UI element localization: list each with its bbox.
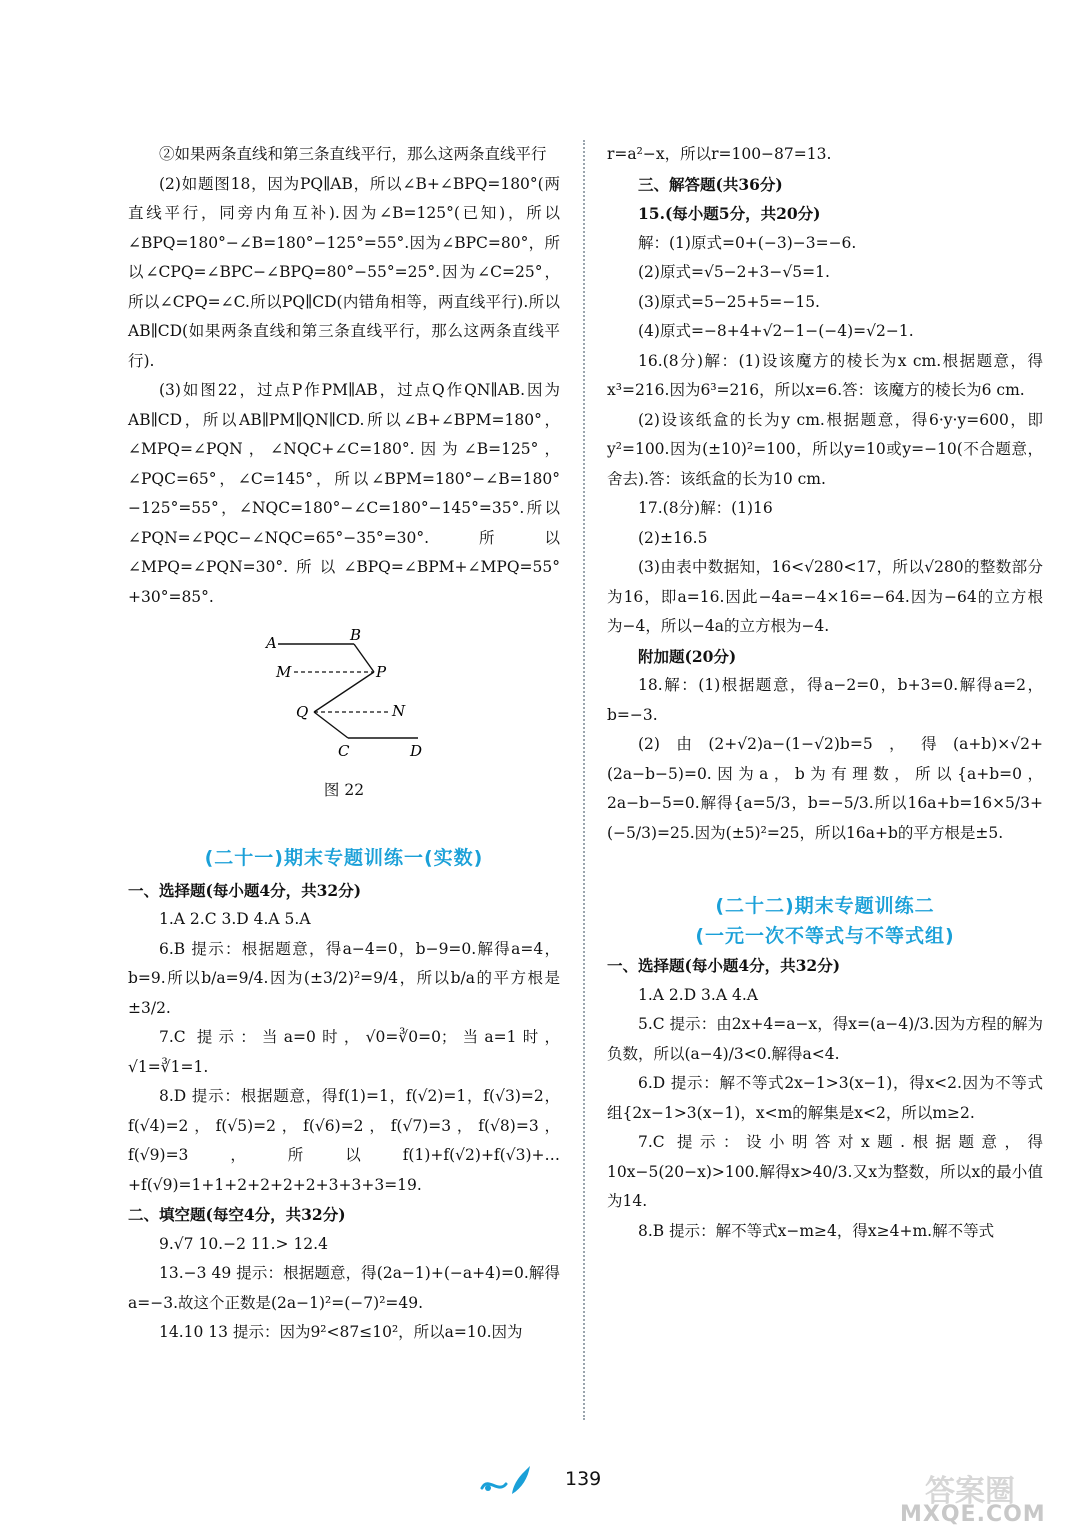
answer-line: (2)设该纸盒的长为y cm.根据题意，得6·y·y=600，即y²=100.因为(±10)²=100，所以y=10或y=−10(不合题意，舍去).答：该纸盒的长为10 cm. [607,410,1043,488]
answer-line: (2)±16.5 [638,528,708,547]
section-title-22: (二十二)期末专题训练二 [715,895,935,917]
answer-line: 解：(1)原式=0+(−3)−3=−6. [638,233,857,252]
label-m: M [276,663,292,681]
column-divider [583,140,585,1420]
label-n: N [392,702,406,720]
answer-line: 1.A 2.D 3.A 4.A [638,985,758,1004]
label-a: A [266,634,277,652]
answer-line: 14.10 13 提示：因为9²<87≤10²，所以a=10.因为 [159,1323,523,1341]
answer-line: 5.C 提示：由2x+4=a−x，得x=(a−4)/3.因为方程的解为负数，所以(a−4)/3<0.解得a<4. [607,1015,1043,1063]
paragraph: ②如果两条直线和第三条直线平行，那么这两条直线平行 [159,145,547,163]
answer-line: (2)原式=√5−2+3−√5=1. [638,263,830,281]
watermark-url: MXQE.COM [900,1502,1046,1527]
wave-logo-icon [478,1464,550,1498]
answer-line: (2)由(2+√2)a−(1−√2)b=5，得(a+b)×√2+(2a−b−5)=0.因为a，b为有理数，所以{a+b=0，2a−b−5=0.解得{a=5/3，b=−5/3.所以16a+b=16×5/3+(−5/3)=25.因为(±5)²=25，所以16a+b的平方根是±5. [607,735,1043,842]
label-p: P [376,663,387,681]
answer-line: 13.−3 49 提示：根据题意，得(2a−1)+(−a+4)=0.解得a=−3.故这个正数是(2a−1)²=(−7)²=49. [128,1264,560,1312]
answer-line: (4)原式=−8+4+√2−1−(−4)=√2−1. [638,322,914,340]
paragraph: (2)如题图18，因为PQ∥AB，所以∠B+∠BPQ=180°(两直线平行，同旁内角互补).因为∠B=125°(已知)，所以∠BPQ=180°−∠B=180°−125°=55°.因为∠BPC=80°，所以∠CPQ=∠BPC−∠BPQ=80°−55°=25°.因为∠C=25°，所以∠CPQ=∠C.所以PQ∥CD(内错角相等，两直线平行).所以AB∥CD(如果两条直线和第三条直线平行，那么这两条直线平行). [128,174,560,370]
part-heading: 三、解答题(共36分) [638,174,783,194]
answer-line: r=a²−x，所以r=100−87=13. [607,145,832,163]
left-column [128,140,560,1348]
figure-22 [128,618,560,808]
answer-line: 6.D 提示：解不等式2x−1>3(x−1)，得x<2.因为不等式组{2x−1>3(x−1)，x<m的解集是x<2，所以m≥2. [607,1074,1043,1122]
answer-line: 1.A 2.C 3.D 4.A 5.A [159,910,311,928]
paragraph: (3)如图22，过点P作PM∥AB，过点Q作QN∥AB.因为AB∥CD，所以AB∥PM∥QN∥CD.所以∠B+∠BPM=180°，∠MPQ=∠PQN，∠NQC+∠C=180°.因为∠B=125°，∠PQC=65°，∠C=145°，所以∠BPM=180°−∠B=180°−125°=55°，∠NQC=180°−∠C=180°−145°=35°.所以∠PQN=∠PQC−∠NQC=65°−35°=30°.所以∠MPQ=∠PQN=30°.所以∠BPQ=∠BPM+∠MPQ=55°+30°=85°. [128,381,560,606]
label-b: B [350,626,362,644]
section-title-21: (二十一)期末专题训练一(实数) [204,847,484,869]
question-heading: 15.(每小题5分，共20分) [638,204,821,223]
figure-caption: 图 22 [323,781,365,799]
right-column [607,140,1043,1246]
line-pq [314,672,374,712]
answer-line: (3)由表中数据知，16<√280<17，所以√280的整数部分为16，即a=16.因此−4a=−4×16=−64.因为−64的立方根为−4，所以−4a的立方根为−4. [607,558,1043,635]
geometry-diagram [128,618,560,788]
section-subtitle-22: (一元一次不等式与不等式组) [695,924,955,947]
line-qc [314,712,348,738]
answer-line: (3)原式=5−25+5=−15. [638,292,820,311]
answer-line: 8.D 提示：根据题意，得f(1)=1，f(√2)=1，f(√3)=2，f(√4)=2，f(√5)=2，f(√6)=2，f(√7)=3，f(√8)=3，f(√9)=3，所以f(1)+f(√2)+f(√3)+…+f(√9)=1+1+2+2+2+2+3+3+3=19. [128,1087,560,1194]
part-heading: 二、填空题(每空4分，共32分) [128,1205,346,1224]
answer-line: 18.解：(1)根据题意，得a−2=0，b+3=0.解得a=2，b=−3. [607,676,1043,724]
part-heading: 附加题(20分) [638,646,737,666]
line-bp [354,644,374,672]
answer-line: 9.√7 10.−2 11.> 12.4 [159,1234,328,1253]
answer-line: 6.B 提示：根据题意，得a−4=0，b−9=0.解得a=4，b=9.所以b/a=9/4.因为(±3/2)²=9/4，所以b/a的平方根是±3/2. [128,939,560,1017]
watermark-text: 答案圈 [925,1474,1015,1509]
answer-line: 7.C 提示：设小明答对x题.根据题意，得10x−5(20−x)>100.解得x>40/3.又x为整数，所以x的最小值为14. [607,1133,1043,1210]
label-q: Q [296,703,309,721]
answer-line: 7.C 提示：当a=0时，√0=∛0=0；当a=1时，√1=∛1=1. [128,1028,560,1076]
watermark [900,1466,1046,1532]
part-heading: 一、选择题(每小题4分，共32分) [128,880,362,900]
label-c: C [338,742,350,760]
label-d: D [410,742,423,760]
answer-line: 16.(8分)解：(1)设该魔方的棱长为x cm.根据题意，得x³=216.因为6³=216，所以x=6.答：该魔方的棱长为6 cm. [607,351,1043,399]
answer-line: 17.(8分)解：(1)16 [638,499,773,517]
part-heading: 一、选择题(每小题4分，共32分) [607,956,841,975]
page-number: 139 [565,1468,602,1490]
answer-line: 8.B 提示：解不等式x−m≥4，得x≥4+m.解不等式 [638,1221,995,1240]
